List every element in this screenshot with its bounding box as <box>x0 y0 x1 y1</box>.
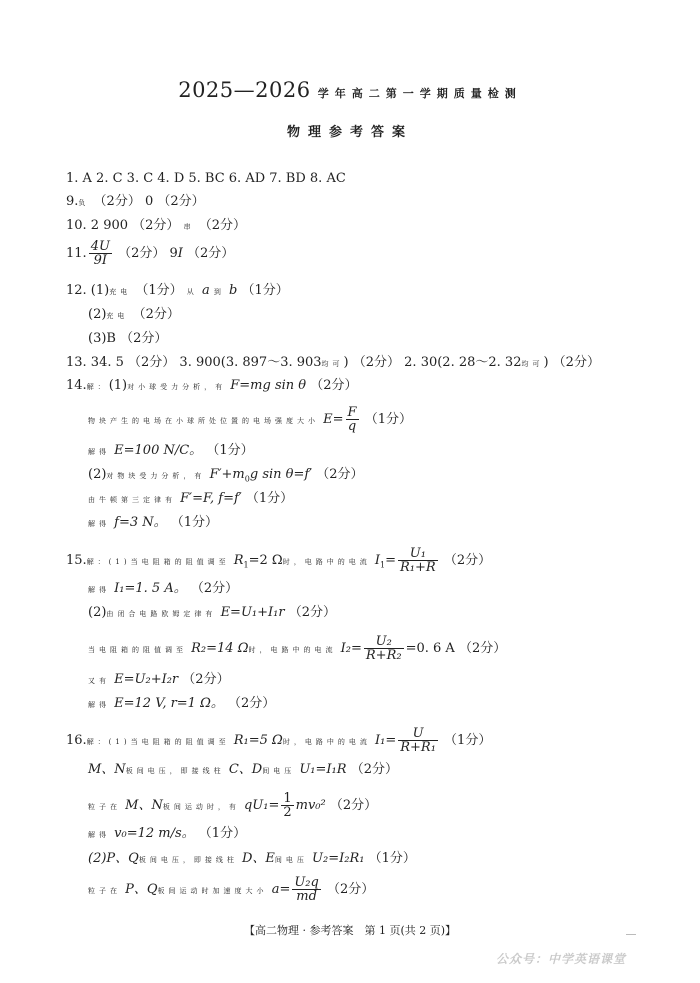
fraction-11: $\frac{4U}{9I}$ <box>90 239 110 268</box>
q16-line-c: 粒子在 M、N板间运动时，有 qU₁= $\frac{1}{2}$ mv₀² （2分） <box>88 791 378 820</box>
answer-line-12-3: (3)B （2分） <box>88 331 168 346</box>
answer-line-13: 13. 34. 5 （2分） 3. 900(3. 897～3. 903均可) （2分） 2. 30(2. 28～2. 32均可) （2分） <box>66 355 600 370</box>
q14-line-e: 由牛顿第三定律有 F′=F, f=f′ （1分） <box>88 491 294 506</box>
answer-line-1-8: 1. A 2. C 3. C 4. D 5. BC 6. AD 7. BD 8. AC <box>66 171 346 186</box>
fraction-q16c: $\frac{1}{2}$ <box>283 791 292 820</box>
q15-line-e: 又有 E=U₂+I₂r （2分） <box>88 672 230 687</box>
corner-mark <box>626 934 636 935</box>
fraction-q16a: $\frac{U}{\text{R+R₁}}$ <box>400 726 436 755</box>
q16-line-d: 解得 v₀=12 m/s。 （1分） <box>88 826 247 841</box>
answer-line-12-1: 12. (1)充电 （1分） 从 a 到 b （1分） <box>66 283 289 298</box>
title-rest: 学年高二第一学期质量检测 <box>317 87 522 100</box>
q14-line-d: (2)对物块受力分析，有 $F'+m_0g$ sin θ=f′ （2分） <box>88 467 364 484</box>
title-year: 2025—2026 <box>178 78 311 102</box>
q14-line-c: 解得 E=100 N/C。 （1分） <box>88 443 254 458</box>
q14-line-f: 解得 f=3 N。 （1分） <box>88 515 219 530</box>
q15-line-a: 15.解：(1)当电阻箱的阻值调至 $R_1=2$ Ω时，电路中的电流 $I_1=$ $\frac{\text{U₁}}{\text{R₁+R}}$ （2分） <box>66 546 492 575</box>
fraction-q14: $\frac{F}{q}$ <box>347 405 357 434</box>
answer-line-9: 9.负 （2分） 0 （2分） <box>66 194 205 209</box>
q14-line-a: 14.解：(1)对小球受力分析，有 F=mg sin θ （2分） <box>66 378 358 393</box>
watermark: 公众号：中学英语课堂 <box>496 952 627 966</box>
q15-line-c: (2)由闭合电路欧姆定律有 E=U₁+I₁r （2分） <box>88 605 336 620</box>
q16-line-e: (2)P、Q板间电压，即接线柱 D、E间电压 U₂=I₂R₁ （1分） <box>88 851 416 866</box>
q16-line-f: 粒子在 P、Q板间运动时加速度大小 a= $\frac{\text{U₂q}}{md}$ （2分） <box>88 875 375 904</box>
answer-line-11: 11. $\frac{4U}{9I}$ （2分） 9I （2分） <box>66 239 235 268</box>
fraction-q15d: $\frac{\text{U₂}}{\text{R+R₂}}$ <box>365 634 402 663</box>
answer-line-12-2: (2)充电 （2分） <box>88 307 180 322</box>
q16-line-b: M、N板间电压，即接线柱 C、D间电压 U₁=I₁R （2分） <box>88 762 398 777</box>
q15-line-b: 解得 I₁=1. 5 A。 （2分） <box>88 581 239 596</box>
q15-line-f: 解得 E=12 V, r=1 Ω。 （2分） <box>88 696 276 711</box>
document-subtitle: 物理参考答案 <box>286 125 413 140</box>
fraction-q16f: $\frac{\text{U₂q}}{md}$ <box>294 875 319 904</box>
q15-line-d: 当电阻箱的阻值调至 R₂=14 Ω时，电路中的电流 I₂= $\frac{\text{U₂}}{\text{R+R₂}}$ =0. 6 A （2分） <box>88 634 507 663</box>
answer-line-10: 10. 2 900 （2分） 串 （2分） <box>66 218 246 233</box>
q14-line-b: 物块产生的电场在小球所处位置的电场强度大小 E= $\frac{F}{q}$ （1分） <box>88 405 412 434</box>
document-title <box>0 78 700 102</box>
q16-line-a: 16.解：(1)当电阻箱的阻值调至 R₁=5 Ω时，电路中的电流 I₁= $\frac{U}{\text{R+R₁}}$ （1分） <box>66 726 492 755</box>
fraction-q15a: $\frac{\text{U₁}}{\text{R₁+R}}$ <box>400 546 436 575</box>
page-footer: 【高二物理 · 参考答案 第 1 页(共 2 页)】 <box>243 924 457 937</box>
